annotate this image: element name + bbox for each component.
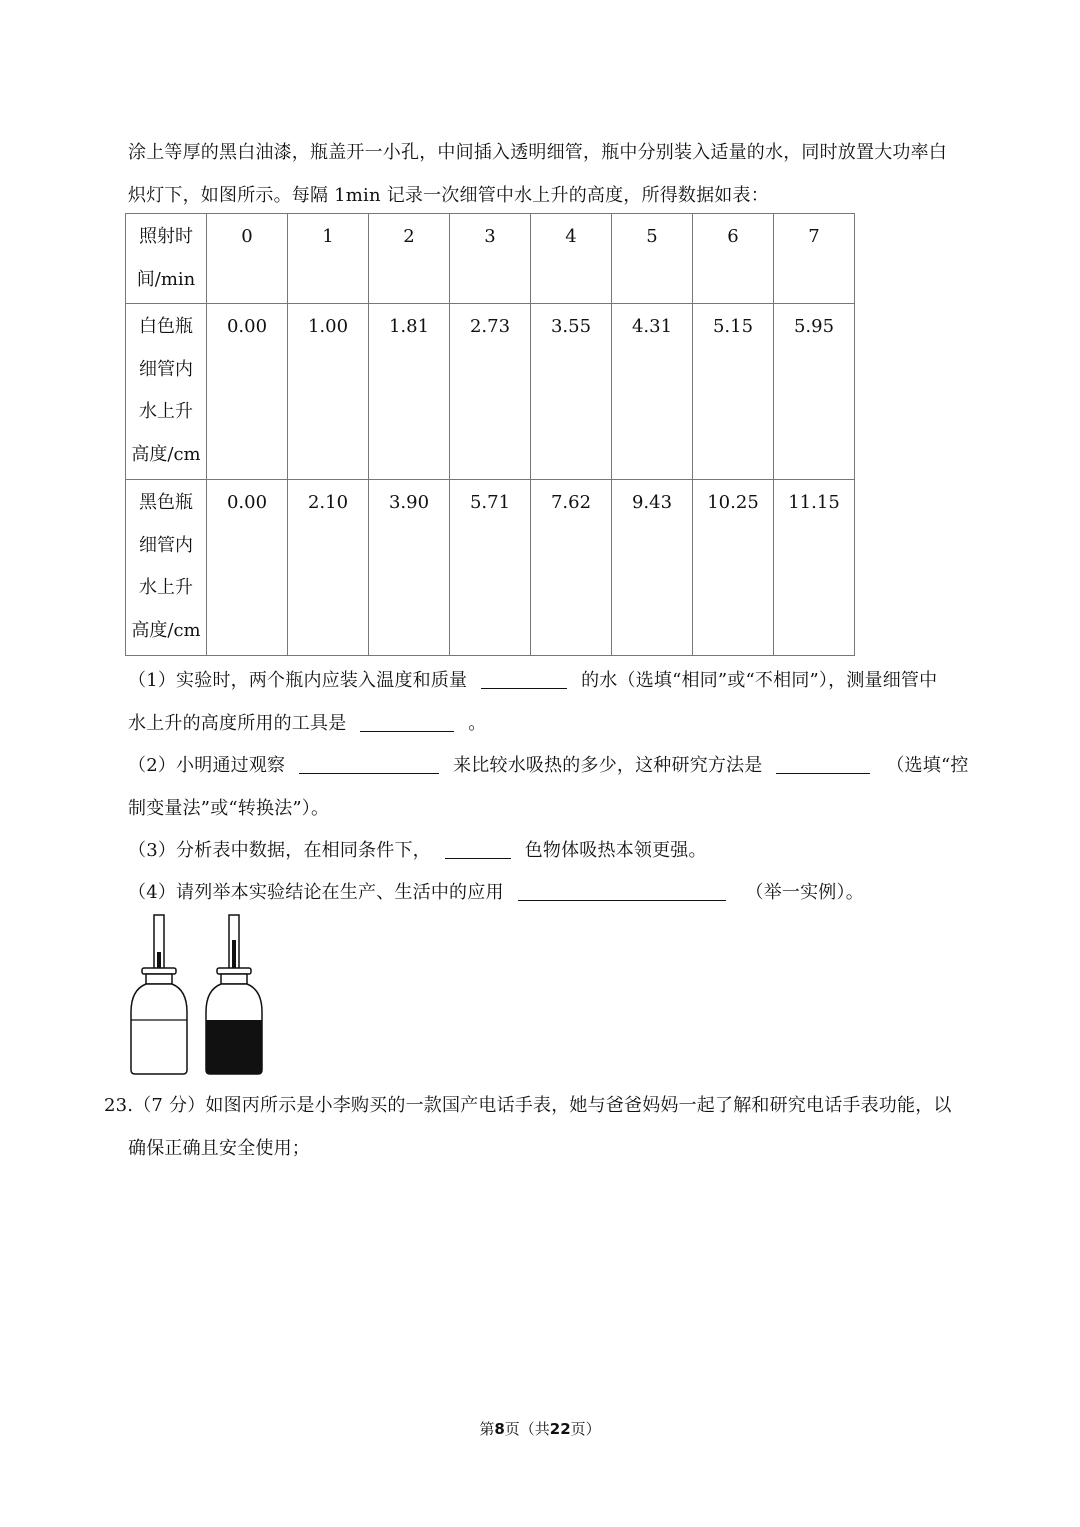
black-label-line: 高度/cm (131, 619, 201, 641)
table-header-cell (126, 214, 207, 304)
white-label-line: 高度/cm (131, 443, 201, 465)
table-cell: 4.31 (612, 304, 693, 480)
answer-blank[interactable] (445, 840, 511, 859)
white-bottle (131, 915, 187, 1074)
footer-text: 第 (479, 1420, 495, 1438)
question-text: 色物体吸热本领更强。 (524, 840, 707, 861)
table-cell: 1.00 (288, 304, 369, 480)
total-pages: 22 (549, 1420, 571, 1438)
table-cell: 0 (207, 214, 288, 304)
table-cell: 5 (612, 214, 693, 304)
table-cell: 7 (774, 214, 855, 304)
question-text: （选填“控 (886, 755, 969, 776)
table-cell: 3 (450, 214, 531, 304)
question-1-line-2 (128, 709, 486, 735)
intro-line-2: 炽灯下，如图所示。每隔 1min 记录一次细管中水上升的高度，所得数据如表： (128, 185, 769, 206)
answer-blank[interactable] (299, 755, 439, 774)
white-label-cell (126, 304, 207, 480)
table-cell: 5.15 (693, 304, 774, 480)
table-row-time (126, 214, 855, 304)
question-text: （3）分析表中数据，在相同条件下， (128, 840, 431, 861)
answer-blank[interactable] (776, 755, 870, 774)
table-cell: 2.10 (288, 480, 369, 656)
footer-text: 页（共 (504, 1420, 550, 1438)
white-label-line: 细管内 (139, 358, 193, 380)
bottles-figure (128, 912, 268, 1078)
question-text: （1）实验时，两个瓶内应装入温度和质量 (128, 670, 468, 691)
question-2-line-2: 制变量法”或“转换法”）。 (128, 798, 330, 819)
black-bottle (206, 915, 262, 1074)
page-footer (0, 1418, 1080, 1439)
black-label-line: 细管内 (139, 534, 193, 556)
problem-23-line-1: 23.（7 分）如图丙所示是小李购买的一款国产电话手表，她与爸爸妈妈一起了解和研究电话手表功能，以 (104, 1095, 952, 1116)
question-text: （举一实例）。 (745, 882, 864, 903)
table-cell: 5.71 (450, 480, 531, 656)
black-label-cell (126, 480, 207, 656)
table-row-white (126, 304, 855, 480)
question-4 (128, 878, 864, 904)
table-cell: 0.00 (207, 304, 288, 480)
header-label-line: 间/min (136, 268, 196, 290)
table-cell: 2 (369, 214, 450, 304)
answer-blank[interactable] (360, 713, 454, 732)
table-cell: 2.73 (450, 304, 531, 480)
table-cell: 9.43 (612, 480, 693, 656)
table-cell: 11.15 (774, 480, 855, 656)
table-cell: 3.55 (531, 304, 612, 480)
white-label-line: 水上升 (139, 401, 193, 422)
table-cell: 4 (531, 214, 612, 304)
table-cell: 1 (288, 214, 369, 304)
black-label-line: 水上升 (139, 577, 193, 598)
black-label-line: 黑色瓶 (139, 492, 193, 513)
table-cell: 1.81 (369, 304, 450, 480)
question-text: 来比较水吸热的多少，这种研究方法是 (453, 755, 763, 776)
question-text: 的水（选填“相同”或“不相同”），测量细管中 (581, 670, 938, 691)
question-3 (128, 836, 707, 862)
page-number: 8 (494, 1420, 505, 1438)
answer-blank[interactable] (518, 882, 726, 901)
question-text: 。 (468, 713, 487, 734)
footer-text: 页） (570, 1420, 601, 1438)
answer-blank[interactable] (481, 670, 567, 689)
table-cell: 0.00 (207, 480, 288, 656)
question-text: （4）请列举本实验结论在生产、生活中的应用 (128, 882, 504, 903)
white-label-line: 白色瓶 (139, 316, 193, 337)
table-cell: 7.62 (531, 480, 612, 656)
table-cell: 3.90 (369, 480, 450, 656)
intro-line-1: 涂上等厚的黑白油漆，瓶盖开一小孔，中间插入透明细管，瓶中分别装入适量的水，同时放置大功率白 (128, 142, 947, 163)
data-table (125, 213, 855, 656)
question-text: 水上升的高度所用的工具是 (128, 713, 347, 734)
table-cell: 10.25 (693, 480, 774, 656)
table-row-black (126, 480, 855, 656)
question-2-line-1 (128, 751, 969, 777)
problem-23-line-2: 确保正确且安全使用； (128, 1138, 310, 1159)
question-1-line-1 (128, 666, 937, 692)
header-label-line: 照射时 (139, 226, 193, 247)
table-cell: 6 (693, 214, 774, 304)
table-cell: 5.95 (774, 304, 855, 480)
question-text: （2）小明通过观察 (128, 755, 286, 776)
